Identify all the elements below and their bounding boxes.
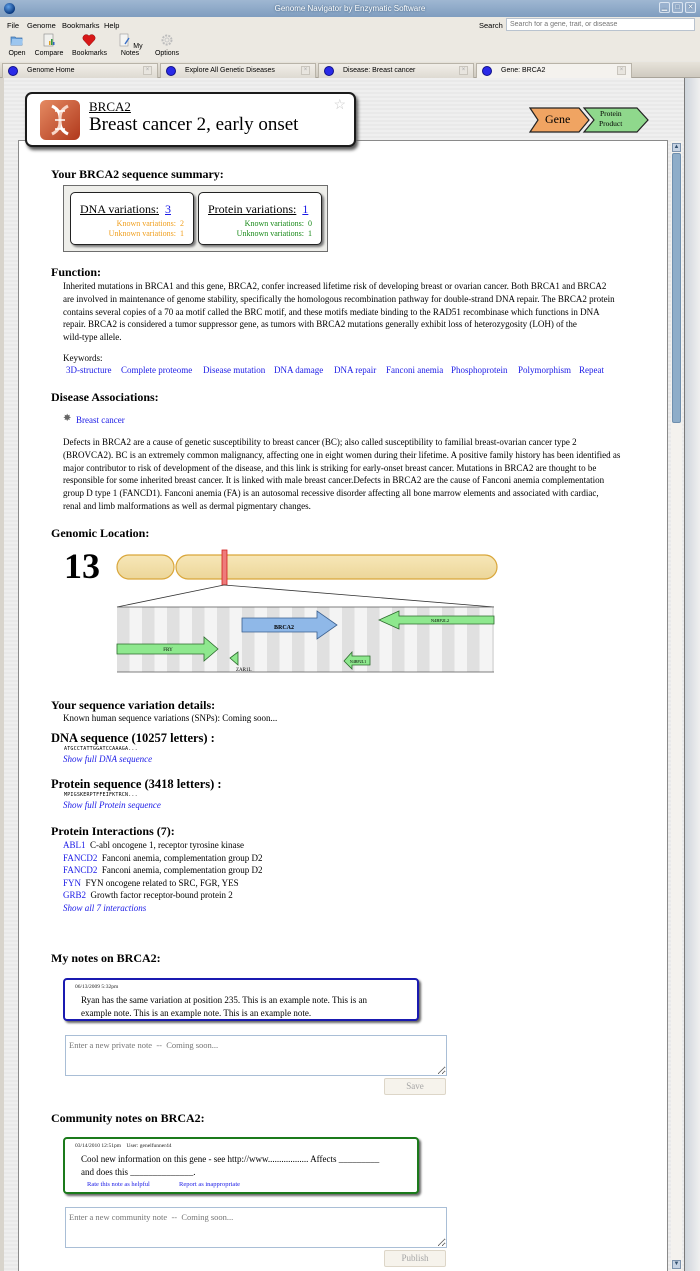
close-tab-icon[interactable]: × (617, 66, 626, 75)
scroll-up-button[interactable]: ▲ (673, 144, 680, 150)
gene-protein-flow (529, 107, 651, 138)
dna-known-row: Known variations: 2 (116, 219, 184, 228)
tab-explore-diseases[interactable]: Explore All Genetic Diseases × (160, 63, 316, 78)
rate-helpful-link[interactable]: Rate this note as helpful (87, 1181, 150, 1188)
gene-locus-marker (222, 550, 227, 585)
menu-genome[interactable]: Genome (27, 21, 56, 30)
disease-heading: Disease Associations: (51, 390, 159, 404)
community-note-text: Cool new information on this gene - see http://www.................. Affects _________ and does this ______________. (81, 1154, 380, 1177)
keyword-link[interactable]: 3D-structure (66, 365, 112, 375)
breast-cancer-link[interactable]: Breast cancer (76, 415, 125, 425)
community-note-card (63, 1137, 419, 1194)
interaction-item: GRB2 Growth factor receptor-bound protein 2 (63, 890, 233, 901)
my-notes-heading: My notes on BRCA2: (51, 951, 161, 965)
disease-burst-icon: ✸ (63, 413, 72, 424)
community-note-input[interactable] (65, 1207, 447, 1248)
interaction-item: ABL1 C-abl oncogene 1, receptor tyrosine kinase (63, 840, 244, 850)
protein-sequence-preview: MPIGSKERPTFFEIFKTRCN... (64, 792, 138, 798)
protein-chevron-label-2: Product (599, 119, 623, 128)
private-note-card (63, 978, 419, 1021)
interaction-gene-link[interactable]: FANCD2 (63, 852, 98, 863)
genomic-location-heading: Genomic Location: (51, 526, 150, 540)
track-stripe (267, 607, 280, 672)
tab-globe-icon (166, 66, 176, 76)
note-text: Ryan has the same variation at position 235. This is an example note. This is an example note. This is an example note. This is an example note. (81, 995, 368, 1018)
scroll-thumb[interactable] (672, 153, 681, 423)
track-stripe (292, 607, 305, 672)
protein-chevron-label-1: Protein (600, 109, 622, 118)
gene-chevron-label: Gene (545, 112, 571, 126)
interaction-gene-link[interactable]: GRB2 (63, 890, 87, 901)
keyword-link[interactable]: Repeat (579, 365, 604, 375)
bookmarks-button[interactable]: Bookmarks (72, 33, 106, 57)
dna-unknown-row: Unknown variations: 1 (108, 229, 184, 238)
interaction-item: FYN FYN oncogene related to SRC, FGR, YES (63, 877, 239, 888)
interaction-item: FANCD2 Fanconi anemia, complementation group D2 (63, 865, 263, 876)
svg-text:BRCA2: BRCA2 (273, 625, 295, 631)
protein-variations-card (198, 192, 322, 245)
tab-globe-icon (8, 66, 18, 76)
report-inappropriate-link[interactable]: Report as inappropriate (179, 1181, 241, 1188)
chromosome-number: 13 (64, 546, 100, 586)
window-frame-edge (684, 78, 700, 1271)
show-full-dna-link[interactable]: Show full DNA sequence (63, 754, 153, 764)
interactions-heading: Protein Interactions (7): (51, 824, 175, 838)
track-stripe (192, 607, 205, 672)
chart-document-icon (42, 33, 56, 47)
gene-full-name: Breast cancer 2, early onset (89, 114, 299, 135)
variation-heading: Your sequence variation details: (51, 698, 216, 712)
tab-gene-brca2[interactable]: Gene: BRCA2 × (476, 63, 632, 78)
interaction-gene-link[interactable]: FANCD2 (63, 865, 98, 876)
keywords-label: Keywords: (63, 353, 103, 363)
window-title: Genome Navigator by Enzymatic Software (274, 4, 426, 13)
track-stripe (117, 607, 130, 672)
compare-button[interactable]: Compare (34, 33, 64, 57)
track-stripe (142, 607, 155, 672)
protein-variations-count-link[interactable]: 1 (302, 202, 309, 216)
gear-icon (160, 33, 174, 47)
keyword-link[interactable]: DNA repair (334, 365, 377, 375)
tab-disease-breast-cancer[interactable]: Disease: Breast cancer × (318, 63, 474, 78)
dna-variations-card (70, 192, 194, 245)
close-button[interactable]: ✕ (685, 2, 696, 13)
my-notes-button[interactable]: My Notes (114, 33, 146, 57)
svg-text:N4BP2L1: N4BP2L1 (349, 659, 367, 664)
folder-icon (10, 33, 24, 47)
function-heading: Function: (51, 265, 102, 279)
keyword-link[interactable]: Fanconi anemia (386, 365, 444, 375)
menu-file[interactable]: File (7, 21, 20, 30)
tab-bar (0, 62, 700, 78)
gene-header-card (25, 92, 356, 147)
keyword-link[interactable]: Phosphoprotein (451, 365, 508, 375)
svg-text:N4BP2L2: N4BP2L2 (430, 618, 450, 623)
protein-unknown-row: Unknown variations: 1 (236, 229, 312, 238)
track-stripe (242, 607, 255, 672)
track-stripe (167, 607, 180, 672)
community-notes-heading: Community notes on BRCA2: (51, 1111, 205, 1125)
protein-variations-title: Protein variations: (208, 202, 297, 216)
maximize-button[interactable]: □ (672, 2, 683, 13)
vertical-scrollbar[interactable] (671, 141, 682, 1271)
protein-sequence-heading: Protein sequence (3418 letters) : (51, 777, 222, 791)
options-button[interactable]: Options (154, 33, 180, 57)
genomic-location-diagram (112, 545, 502, 677)
close-tab-icon[interactable]: × (143, 66, 152, 75)
variation-text: Known human sequence variations (SNPs): Coming soon... (63, 713, 278, 723)
toolbar (0, 33, 700, 61)
close-tab-icon[interactable]: × (301, 66, 310, 75)
chromosome-p-arm (117, 555, 174, 579)
minimize-button[interactable]: ▁ (659, 2, 670, 13)
keyword-link[interactable]: DNA damage (274, 365, 324, 375)
protein-known-row: Known variations: 0 (244, 219, 312, 228)
dna-sequence-heading: DNA sequence (10257 letters) : (51, 731, 215, 745)
keyword-link[interactable]: Disease mutation (203, 365, 266, 375)
window-titlebar (0, 0, 700, 17)
tab-globe-icon (324, 66, 334, 76)
gene-symbol-link[interactable]: BRCA2 (89, 99, 131, 114)
scroll-down-button[interactable]: ▼ (673, 1261, 680, 1267)
publish-button[interactable]: Publish (384, 1250, 446, 1267)
open-button[interactable]: Open (6, 33, 28, 57)
bookmark-star-icon[interactable]: ☆ (333, 96, 346, 112)
menu-bookmarks[interactable]: Bookmarks (62, 21, 100, 30)
function-text: Inherited mutations in BRCA1 and this gene, BRCA2, confer increased lifetime risk of developing breast or ovarian cancer. Both BRCA1 and BRCA2 are involved in maintenance of genome stability, specifically the homologous recombination pathway for double-strand DNA repair. The BRCA2 protein contains several copies of a 70 aa motif called the BRC motif, and these motifs mediate binding to the RAD51 recombinase which functions in DNA repair. BRCA2 is considered a tumor suppressor gene, as tumors with BRCA2 mutations generally exhibit loss of heterozygosity (LOH) of the wild-type allele. (63, 281, 615, 343)
dna-variations-count-link[interactable]: 3 (165, 202, 171, 216)
search-input[interactable] (506, 18, 695, 31)
interaction-gene-link[interactable]: ABL1 (63, 840, 86, 850)
interaction-item: FANCD2 Fanconi anemia, complementation group D2 (63, 852, 263, 863)
close-tab-icon[interactable]: × (459, 66, 468, 75)
show-all-interactions-link[interactable]: Show all 7 interactions (63, 902, 147, 913)
dna-helix-icon (40, 100, 80, 140)
interactions-list (63, 839, 263, 915)
summary-heading: Your BRCA2 sequence summary: (51, 167, 224, 181)
app-logo-icon (4, 3, 15, 14)
tab-genome-home[interactable]: Genome Home × (2, 63, 158, 78)
note-timestamp: 06/13/2009 5:32pm (75, 984, 119, 990)
save-button[interactable]: Save (384, 1078, 446, 1095)
heart-icon (82, 33, 96, 47)
svg-text:FRY: FRY (163, 648, 173, 653)
svg-text:ZAR1L: ZAR1L (236, 668, 252, 673)
interaction-gene-link[interactable]: FYN (63, 877, 82, 888)
private-note-input[interactable] (65, 1035, 447, 1076)
disease-text: Defects in BRCA2 are a cause of genetic susceptibility to breast cancer (BC); also called susceptibility to familial breast-ovarian cancer type 2 (BROVCA2). BC is an extremely common malignancy, affecting one in eight women during their lifetime. A positive family history has been identified as major contributor to risk of development of the disease, and this link is striking for early-onset breast cancer. Mutations in BRCA2 are thought to be responsible for some inherited breast cancer. It is linked with male breast cancer.Defects in BRCA2 are the cause of Fanconi anemia complementation group D type 1 (FANCD1). Fanconi anemia (FA) is an autosomal recessive disorder affecting all bone marrow elements and associated with cardiac, renal and limb malformations as well as dermal pigmentary changes. (63, 437, 621, 511)
search-label: Search (479, 21, 503, 30)
show-full-protein-link[interactable]: Show full Protein sequence (63, 800, 161, 810)
notes-icon (117, 33, 131, 47)
tab-globe-icon (482, 66, 492, 76)
dna-variations-title: DNA variations: (80, 202, 159, 216)
track-stripe (217, 607, 230, 672)
dna-sequence-preview: ATGCCTATTGGATCCAAAGA... (64, 746, 138, 752)
keyword-link[interactable]: Polymorphism (518, 365, 572, 375)
summary-frame (63, 185, 328, 252)
community-note-meta: 03/14/2010 12:51pm User: genelfunner44 (75, 1143, 172, 1149)
menu-help[interactable]: Help (104, 21, 120, 30)
keyword-link[interactable]: Complete proteome (121, 365, 193, 375)
